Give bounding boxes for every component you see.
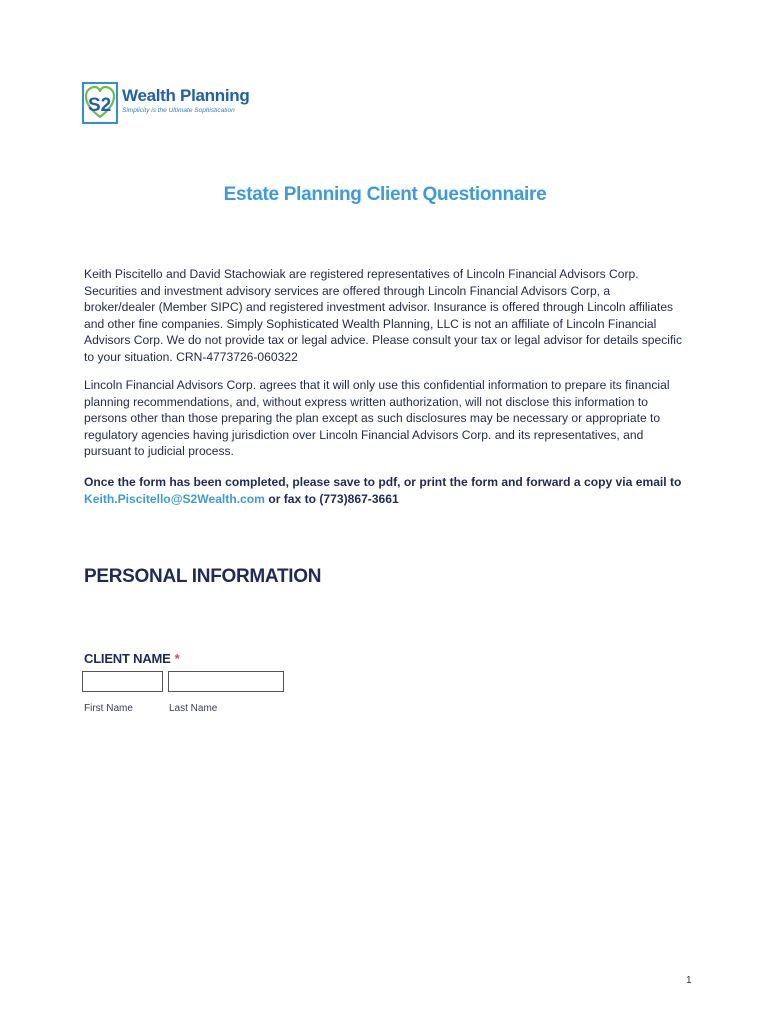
last-name-label: Last Name: [169, 703, 218, 714]
last-name-input[interactable]: [168, 671, 284, 692]
confidentiality-paragraph: Lincoln Financial Advisors Corp. agrees that it will only use this confidential information to prepare its financial planning recommendations, and, without express written authorization, will not disclose this information to persons other than those preparing the plan except as such disclosures may be necessary or appropriate to regulatory agencies having jurisdiction over Lincoln Financial Advisors Corp. and its representatives, and pursuant to judicial process.: [84, 378, 670, 459]
document-title: Estate Planning Client Questionnaire: [223, 184, 547, 205]
company-logo: [82, 82, 250, 126]
logo-tagline: Simplicity is the Ultimate Sophistication: [122, 107, 235, 114]
first-name-label: First Name: [84, 703, 133, 714]
client-name-label: [84, 651, 180, 666]
instructions-text: Once the form has been completed, please save to pdf, or print the form and forward a copy via email to: [84, 475, 682, 489]
client-name-label-text: CLIENT NAME: [84, 651, 171, 666]
svg-text:S2: S2: [88, 95, 112, 116]
required-marker: *: [174, 651, 180, 666]
s2-heart-logo-icon: [82, 82, 118, 124]
disclosure-paragraph: Keith Piscitello and David Stachowiak are registered representatives of Lincoln Financial Advisors Corp. Securities and investment advisory services are offered through Lincoln Financial Advisors Corp, a broker/dealer (Member SIPC) and registered investment advisor. Insurance is offered through Lincoln affiliates and other fine companies. Simply Sophisticated Wealth Planning, LLC is not an affiliate of Lincoln Financial Advisors Corp. We do not provide tax or legal advice. Please consult your tax or legal advisor for details specific to your situation. CRN-4773726-060322: [84, 267, 683, 364]
personal-information-heading: PERSONAL INFORMATION: [84, 566, 322, 587]
fax-text: or fax to (773)867-3661: [268, 491, 399, 506]
page-number: 1: [686, 975, 692, 986]
first-name-input[interactable]: [82, 671, 163, 692]
submission-instructions: [84, 474, 684, 507]
logo-title: Wealth Planning: [122, 86, 250, 105]
email-link[interactable]: Keith.Piscitello@S2Wealth.com: [84, 491, 265, 506]
